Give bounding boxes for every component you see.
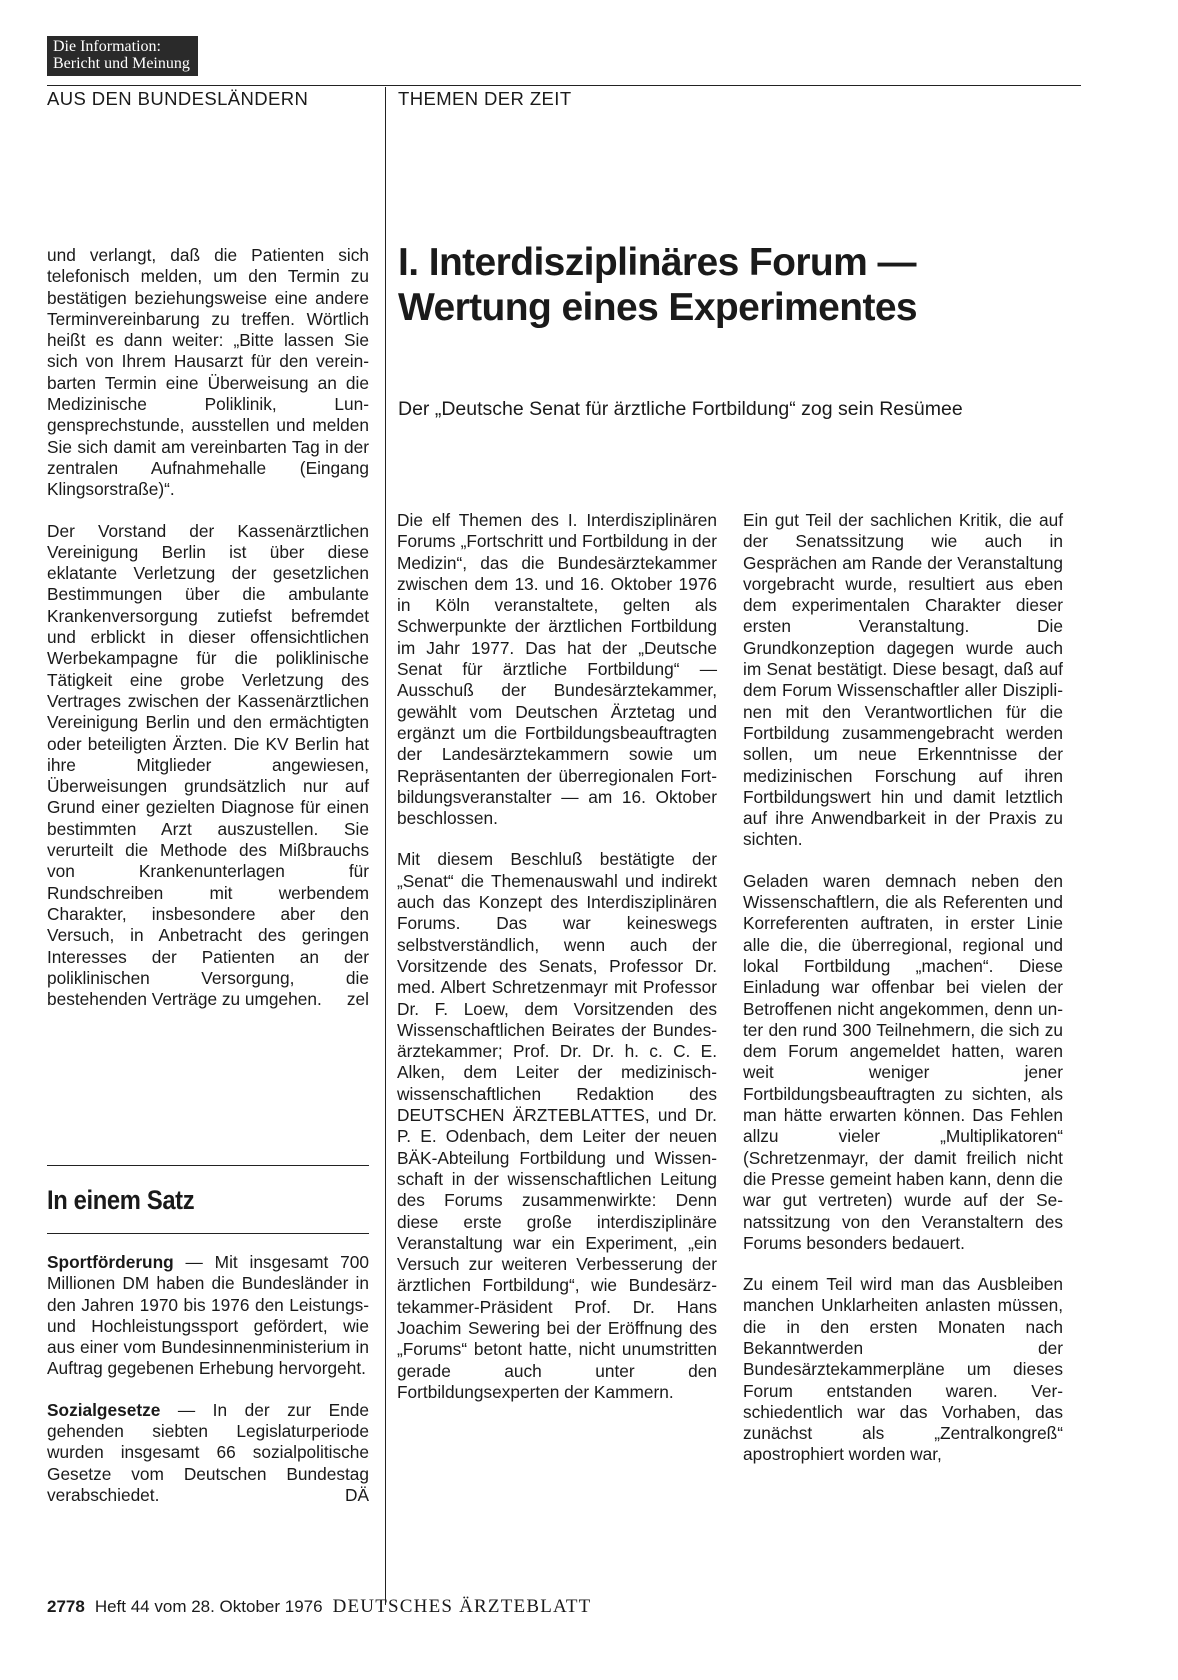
left-paragraph-2 (47, 521, 369, 1011)
article-headline (398, 240, 1088, 330)
in-brief-title: In einem Satz (47, 1185, 195, 1215)
box-title-rule (47, 1233, 369, 1234)
column-divider (385, 87, 386, 1605)
headline-line-2: Wertung eines Experimentes (398, 286, 918, 329)
page-number: 2778 (47, 1597, 85, 1616)
left-paragraph-1: und verlangt, daß die Patienten sich telefonisch melden, um den Termin zu bestätigen beziehungsweise eine andere Terminvereinbarung zu treffen. Wörtlich heißt es dann weiter: „Bitte lassen Sie sich von Ihrem Hausarzt für den vereinbarten Termin eine Überweisung an die Medizinische Poliklinik, Lungensprechstunde, ausstellen und melden Sie sich damit am vereinbarten Tag in der zentralen Aufnahmehalle (Eingang Klingsorstraße)“. (47, 245, 369, 500)
article-paragraph-2: Mit diesem Beschluß bestätigte der „Senat“ die Themenauswahl und indirekt auch das Konzept des Interdisziplinären Forums. Das war keineswegs selbstverständlich, wenn auch der Vorsitzende des Senats, Professor Dr. med. Albert Schretzenmayr mit Professor Dr. F. Loew, dem Vorsitzenden des Wissenschaftlichen Beirates der Bundesärztekammer; Prof. Dr. Dr. h. c. C. E. Alken, dem Leiter der medizinisch-wissenschaftlichen Redaktion des DEUTSCHEN ÄRZTEBLATTES, und Dr. P. E. Odenbach, dem Leiter der neuen BÄK-Abteilung Fortbildung und Wissenschaft in der wissenschaftlichen Leitung des Forums zusammenwirkte: Denn diese erste große interdisziplinäre Veranstaltung war ein Experiment, „ein Versuch zur weiteren Verbesserung der ärztlichen Fortbildung“, wie Bundesärztekammer-Präsident Prof. Dr. Hans Joachim Sewering bei der Eröffnung des „Forums“ betont hatte, nicht unumstritten gerade auch unter den Fortbildungsexperten der Kammern. (397, 849, 717, 1402)
article-paragraph-3: Ein gut Teil der sachlichen Kritik, die auf der Senatssitzung wie auch in Gesprächen am Rande der Veranstaltung vorgebracht wurde, resultiert aus eben dem experimentalen Charakter dieser ersten Veranstaltung. Die Grundkonzeption dagegen wurde auch im Senat bestätigt. Diese besagt, daß auf dem Forum Wissenschaftler aller Disziplinen mit den Verantwortlichen für die Fortbildung zusammengebracht werden sollen, um neue Erkenntnisse der medizinischen Forschung auf ihren Fortbildungswert hin und damit letztlich auf ihre Anwendbarkeit in der Praxis zu sichten. (743, 510, 1063, 850)
in-brief-column (47, 1252, 369, 1526)
brief-item-social-label: Sozialgesetze (47, 1399, 161, 1420)
box-top-rule (47, 1165, 369, 1166)
brief-item-social-text: — In der zur Ende gehenden siebten Legislaturperiode wurden insgesamt 66 sozialpolitische Gesetze vom Deutschen Bundestag verabschiedet. (47, 1399, 369, 1505)
section-label-right: THEMEN DER ZEIT (398, 88, 572, 109)
kicker-line-2: Bericht und Meinung (53, 55, 190, 72)
issue-info: Heft 44 vom 28. Oktober 1976 (94, 1597, 323, 1616)
brief-item-sport (47, 1252, 369, 1380)
journal-name: DEUTSCHES ÄRZTEBLATT (332, 1596, 592, 1617)
article-paragraph-4: Geladen waren demnach neben den Wissenschaftlern, die als Referenten und Korreferenten auftraten, in erster Linie alle die, die überregional, regional und lokal Fortbildung „machen“. Diese Einladung war offenbar bei vielen der Betroffenen nicht angekommen, denn unter den rund 300 Teilnehmern, die sich zu dem Forum angemeldet hatten, waren weit weniger jener Fortbildungsbeauftragten zu sichten, als man hätte erwarten können. Das Fehlen allzu vieler „Multiplikatoren“ (Schretzenmayr, der damit freilich nicht die Presse gemeint haben kann, denn die war gut vertreten) wurde auf der Senatssitzung von den Veranstaltern des Forums besonders bedauert. (743, 870, 1063, 1253)
article-subheadline: Der „Deutsche Senat für ärztliche Fortbildung“ zog sein Resümee (398, 398, 963, 420)
article-paragraph-1: Die elf Themen des I. Interdisziplinären Forums „Fortschritt und Fortbildung in der Medizin“, das die Bundesärztekammer zwischen dem 13. und 16. Oktober 1976 in Köln veranstaltete, gelten als Schwerpunkte der ärztlichen Fortbildung im Jahr 1977. Das hat der „Deutsche Senat für ärztliche Fortbildung“ — Ausschuß der Bundesärztekammer, gewählt vom Deutschen Ärztetag und ergänzt um die Fortbildungsbeauftragten der Landesärztekammern sowie um Repräsentanten der überregionalen Fortbildungsveranstalter — am 16. Oktober beschlossen. (397, 510, 717, 829)
page-footer (47, 1596, 591, 1618)
section-label-left: AUS DEN BUNDESLÄNDERN (47, 88, 309, 109)
kicker-line-1: Die Information: (53, 38, 161, 55)
brief-signature: DÄ (344, 1484, 369, 1505)
left-paragraph-2-text: Der Vorstand der Kassenärztlichen Vereinigung Berlin ist über diese eklatante Verletzung der gesetzlichen Bestimmungen über die ambulante Krankenversorgung zutiefst befremdet und erblickt in dieser offensichtlichen Werbekampagne für die poliklinische Tätigkeit eine grobe Verletzung des Vertrages zwischen der Kassenärztlichen Vereinigung Berlin und den ermächtigten oder beteiligten Ärzten. Die KV Berlin hat ihre Mitglieder angewiesen, Überweisungen grundsätzlich nur auf Grund einer gezielten Diagnose für einen bestimmten Arzt auszustellen. Sie verurteilt die Methode des Mißbrauchs von Krankenunterlagen für Rundschreiben mit werbendem Charakter, insbesondere aber den Versuch, in Anbetracht des geringen Interesses der Patienten an der poliklinischen Versorgung, die bestehenden Verträge zu umgehen. (47, 520, 369, 1010)
brief-item-social (47, 1400, 369, 1506)
brief-item-sport-label: Sportförderung (47, 1252, 174, 1272)
author-signature: zel (346, 989, 369, 1010)
top-rule (47, 85, 1081, 86)
article-column-middle (397, 510, 717, 1423)
article-paragraph-5: Zu einem Teil wird man das Ausbleiben manchen Unklarheiten anlasten müssen, die in den ersten Monaten nach Bekanntwerden der Bundesärztekammerpläne um dieses Forum entstanden waren. Verschiedentlich war das Vorhaben, das zunächst als „Zentralkongreß“ apostrophiert worden war, (743, 1274, 1063, 1465)
brief-item-sport-text: — Mit insgesamt 700 Millionen DM haben die Bundesländer in den Jahren 1970 bis 1976 den Leistungs- und Hochleistungssport gefördert, wie aus einer vom Bundesinnenministerium in Auftrag gegebenen Erhebung hervorgeht. (47, 1252, 369, 1379)
section-kicker (47, 36, 198, 76)
headline-line-1: I. Interdisziplinäres Forum — (398, 241, 916, 284)
article-column-right (743, 510, 1063, 1486)
left-column (47, 245, 369, 1030)
